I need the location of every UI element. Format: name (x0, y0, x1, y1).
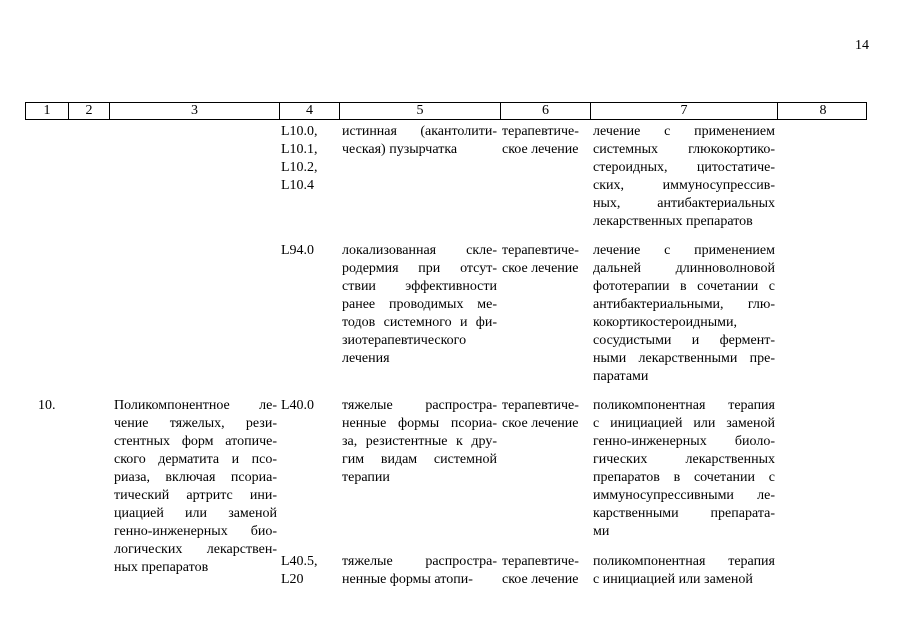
cell-line: поликомпонентная терапия (593, 554, 775, 569)
row-2-col7 (593, 242, 775, 386)
row-2-col5 (342, 242, 497, 368)
cell-line: генно-инженерных био- (114, 524, 277, 539)
row-3-col5 (342, 397, 497, 487)
cell-line: лечения (342, 351, 390, 366)
row-3-col3 (114, 397, 277, 577)
cell-line: ных препаратов (114, 560, 209, 575)
row-1-col7 (593, 123, 775, 231)
cell-line: риаза, включая псориа- (114, 470, 277, 485)
cell-line: иммуносупрессивными ле- (593, 488, 775, 503)
cell-line: ское лечение (502, 572, 579, 587)
cell-line: локализованная скле- (342, 243, 497, 258)
cell-line: генно-инженерных биоло- (593, 434, 775, 449)
cell-line: чение тяжелых, рези- (114, 416, 277, 431)
cell-line: стероидных, цитостатиче- (593, 160, 775, 175)
row-2-col4 (281, 242, 335, 260)
cell-line: лечение с применением (593, 124, 775, 139)
row-4-col7 (593, 553, 775, 589)
cell-line: за, резистентные к дру- (342, 434, 497, 449)
header-cell-5: 5 (340, 103, 501, 119)
cell-line: терапевтиче- (502, 124, 579, 139)
row-4-col4 (281, 553, 335, 589)
cell-line: терапевтиче- (502, 554, 579, 569)
row-1-col5 (342, 123, 497, 159)
cell-line: лекарственных препаратов (593, 214, 753, 229)
row-3-col1: 10. (38, 398, 56, 413)
cell-line: фототерапии в сочетании с (593, 279, 775, 294)
cell-line: сосудистыми и фермент- (593, 333, 775, 348)
header-cell-4: 4 (280, 103, 340, 119)
row-3-col4 (281, 397, 335, 415)
cell-line: ское лечение (502, 261, 579, 276)
cell-line: тодов системного и фи- (342, 315, 497, 330)
cell-line: L10.2, (281, 160, 318, 175)
header-cell-6: 6 (501, 103, 591, 119)
cell-line: зиотерапевтического (342, 333, 467, 348)
cell-line: L20 (281, 572, 304, 587)
cell-line: L10.1, (281, 142, 318, 157)
cell-line: паратами (593, 369, 649, 384)
cell-line: ных, антибактериальных (593, 196, 775, 211)
row-2-col6 (502, 242, 590, 278)
cell-line: родермия при отсут- (342, 261, 497, 276)
header-cell-8: 8 (819, 103, 827, 118)
cell-line: ненные формы псориа- (342, 416, 497, 431)
cell-line: поликомпонентная терапия (593, 398, 775, 413)
cell-line: Поликомпонентное ле- (114, 398, 277, 413)
cell-line: гических лекарственных (593, 452, 775, 467)
cell-line: с инициацией или заменой (593, 416, 775, 431)
cell-line: L40.5, (281, 554, 318, 569)
row-3-col7 (593, 397, 775, 541)
header-cell-7: 7 (591, 103, 778, 119)
cell-line: гим видам системной (342, 452, 497, 467)
cell-line: стентных форм атопиче- (114, 434, 277, 449)
row-4-col5 (342, 553, 497, 589)
header-cell-1: 1 (26, 103, 69, 119)
cell-line: тический артритс ини- (114, 488, 277, 503)
cell-line: ских, иммуносупрессив- (593, 178, 775, 193)
cell-line: логических лекарствен- (114, 542, 277, 557)
cell-line: карственными препарата- (593, 506, 775, 521)
cell-line: тяжелые распростра- (342, 554, 497, 569)
cell-line: терапевтиче- (502, 243, 579, 258)
header-cell-2: 2 (69, 103, 110, 119)
row-1-col4 (281, 123, 335, 195)
cell-line: L94.0 (281, 243, 315, 258)
cell-line: ранее проводимых ме- (342, 297, 497, 312)
cell-line: антибактериальными, глю- (593, 297, 775, 312)
cell-line: ское лечение (502, 142, 579, 157)
cell-line: ского дерматита и псо- (114, 452, 277, 467)
page-number: 14 (855, 38, 869, 53)
cell-line: ческая) пузырчатка (342, 142, 458, 157)
cell-line: терапевтиче- (502, 398, 579, 413)
header-cell-3: 3 (110, 103, 280, 119)
cell-line: циацией или заменой (114, 506, 277, 521)
cell-line: L10.0, (281, 124, 318, 139)
cell-line: ненные формы атопи- (342, 572, 473, 587)
cell-line: препаратов в сочетании с (593, 470, 775, 485)
row-1-col6 (502, 123, 590, 159)
cell-line: с инициацией или заменой (593, 572, 753, 587)
cell-line: ми (593, 524, 610, 539)
row-3-col6 (502, 397, 590, 433)
cell-line: ское лечение (502, 416, 579, 431)
row-4-col6 (502, 553, 590, 589)
cell-line: терапии (342, 470, 390, 485)
cell-line: ствии эффективности (342, 279, 497, 294)
cell-line: дальней длинноволновой (593, 261, 775, 276)
cell-line: тяжелые распростра- (342, 398, 497, 413)
cell-line: истинная (акантолити- (342, 124, 497, 139)
cell-line: системных глюкокортико- (593, 142, 775, 157)
cell-line: ными лекарственными пре- (593, 351, 775, 366)
table-header-row (25, 102, 867, 120)
cell-line: L40.0 (281, 398, 315, 413)
cell-line: лечение с применением (593, 243, 775, 258)
cell-line: кокортикостероидными, (593, 315, 737, 330)
cell-line: L10.4 (281, 178, 315, 193)
